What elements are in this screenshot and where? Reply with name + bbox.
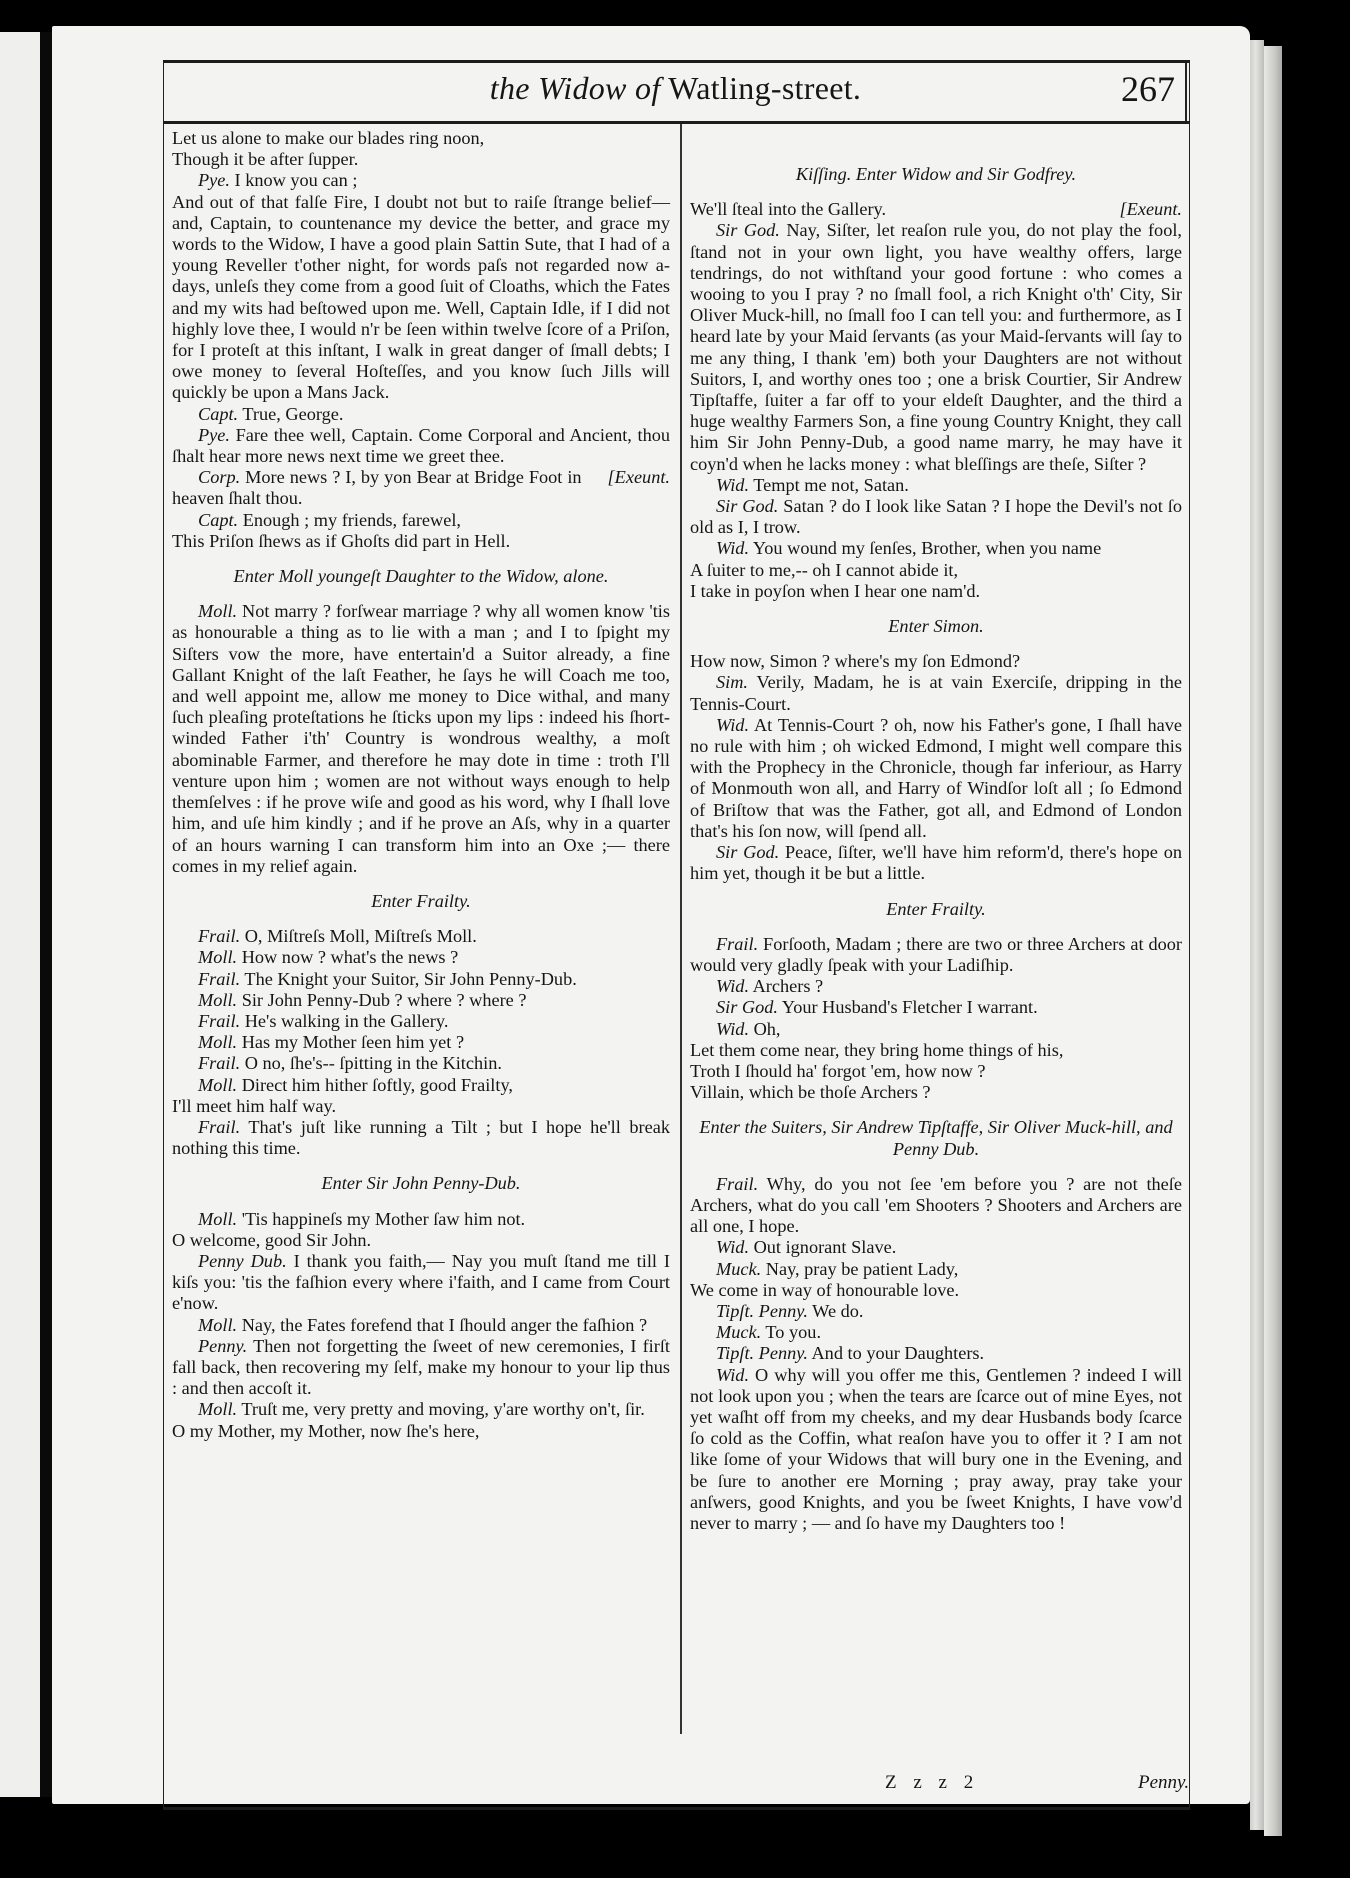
stage-direction-text: Enter Sir John Penny-Dub.	[321, 1173, 521, 1194]
verse-text: This Priſon ſhews as if Ghoſts did part in Hell.	[172, 530, 511, 551]
speech-text: We do.	[812, 1300, 864, 1321]
speech-text: The Knight your Suitor, Sir John Penny-Dub.	[244, 968, 577, 989]
speaker-name: Pye.	[198, 170, 230, 191]
speech-text: Your Husband's Fletcher I warrant.	[781, 997, 1038, 1018]
speech-text: You wound my ſenſes, Brother, when you name	[752, 538, 1102, 559]
stage-direction-text: Enter the Suiters, Sir Andrew Tipſtaffe, Sir Oliver Muck-hill, and Penny Dub.	[699, 1117, 1173, 1159]
stage-direction	[690, 164, 1182, 185]
speaker-name: Moll.	[198, 1074, 238, 1095]
speaker-name: Wid.	[716, 714, 750, 735]
speech	[172, 1315, 670, 1336]
speech-text: Satan ? do I look like Satan ? I hope the Devil's not ſo old as I, I trow.	[690, 496, 1182, 538]
title-word: Widow	[538, 70, 627, 106]
speech-text: Out ignorant Slave.	[753, 1237, 897, 1258]
speech-text: How now ? what's the news ?	[241, 947, 459, 968]
signature-mark: Z z z 2	[885, 1772, 980, 1793]
speech-text: Has my Mother ſeen him yet ?	[241, 1032, 465, 1053]
speech	[690, 1301, 1182, 1322]
speaker-name: Sim.	[716, 672, 748, 693]
speaker-name: Muck.	[716, 1258, 762, 1279]
speech-text: Then not forgetting the ſweet of new ceremonies, I firſt fall back, then recovering my ſelf, make my honour to your lip thus : and then accoſt it.	[172, 1335, 670, 1399]
speaker-name: Frail.	[198, 1116, 241, 1137]
speech-text: He's walking in the Gallery.	[244, 1010, 449, 1031]
speech-text: O why will you offer me this, Gentlemen ? indeed I will not look upon you ; when the tears are ſcarce out of mine Eyes, not yet waſht off from my cheeks, and my dear Husbands body ſcarce ſo cold as the Coffin, what reaſon have you to offer it ? I am not like ſome of your Widows that will bury one in the Evening, and be ſure to another ere Morning ; pray away, pray take your anſwers, good Knights, and you be ſweet Knights, I have vow'd never to marry ; — and ſo have my Daughters too !	[690, 1364, 1182, 1533]
prose-text: How now, Simon ? where's my ſon Edmond?	[690, 651, 1021, 672]
speech	[172, 947, 670, 968]
book-gutter	[40, 32, 52, 1797]
speech-text: Oh,	[753, 1018, 781, 1039]
speech	[172, 1209, 670, 1230]
speaker-name: Moll.	[198, 601, 238, 622]
verse-text: I'll meet him half way.	[172, 1095, 337, 1116]
verse-line	[172, 1421, 670, 1442]
catchword: Penny.	[1138, 1772, 1190, 1793]
speaker-name: Muck.	[716, 1322, 762, 1343]
title-word: the	[489, 70, 530, 106]
speaker-name: Pye.	[198, 424, 230, 445]
speaker-name: Tipſt. Penny.	[716, 1300, 808, 1321]
speech-text: Direct him hither ſoftly, good Frailty,	[241, 1074, 513, 1095]
stage-direction-text: Enter Frailty.	[886, 898, 986, 919]
speaker-name: Penny Dub.	[198, 1250, 287, 1271]
stage-direction	[172, 891, 670, 912]
column-divider	[680, 124, 682, 1734]
verse-line	[172, 531, 670, 552]
stage-direction	[690, 1117, 1182, 1159]
running-title	[163, 70, 1188, 107]
speech	[690, 1237, 1182, 1258]
speech-text: Verily, Madam, he is at vain Exerciſe, dripping in the Tennis-Court.	[690, 672, 1182, 714]
speech	[690, 715, 1182, 842]
prose-paragraph	[690, 651, 1182, 672]
speaker-name: Moll.	[198, 1032, 238, 1053]
verse-text: Though it be after ſupper.	[172, 149, 359, 170]
speech-text: Enough ; my friends, farewel,	[242, 509, 461, 530]
speech	[172, 1399, 670, 1420]
speaker-name: Wid.	[716, 1364, 750, 1385]
speech	[172, 510, 670, 531]
verse-line	[172, 128, 670, 149]
speech	[172, 1117, 670, 1159]
speech-text: I know you can ;	[234, 170, 358, 191]
speaker-name: Penny.	[198, 1335, 248, 1356]
speech-text: Forſooth, Madam ; there are two or three Archers at door would very gladly ſpeak with your Ladiſhip.	[690, 933, 1182, 975]
speech-text: Tempt me not, Satan.	[753, 474, 909, 495]
verse-line	[690, 1040, 1182, 1061]
stage-direction-text: Enter Simon.	[888, 616, 984, 637]
verse-line	[690, 199, 1182, 220]
speech	[172, 1053, 670, 1074]
speech	[172, 1251, 670, 1315]
speech-text: Fare thee well, Captain. Come Corporal and Ancient, thou ſhalt hear more news next time we greet thee.	[172, 424, 671, 467]
speech-text: Nay, the Fates forefend that I ſhould anger the faſhion ?	[241, 1314, 648, 1335]
speaker-name: Capt.	[198, 509, 239, 530]
speech-text: Why, do you not ſee 'em before you ? are not theſe Archers, what do you call 'em Shooters ? Shooters and Archers are all one, I hope.	[690, 1173, 1182, 1237]
speech	[172, 601, 670, 877]
speaker-name: Wid.	[716, 1237, 750, 1258]
prose-text: And out of that falſe Fire, I doubt not but to raiſe ſtrange belief—and, Captain, to countenance my device the better, and grace my words to the Widow, I have a good plain Sattin Sute, that I had of a young Reveller t'other night, for words paſs not regarded now a-days, unleſs they come from a good ſuit of Cloaths, which the Fates and my wits had beſtowed upon me. Well, Captain Idle, if I did not highly love thee, I would n'r be ſeen within twelve ſcore of a Priſon, for I proteſt at this inſtant, I walk in great danger of ſmall debts; I owe money to ſeveral Hoſteſſes, and you know ſuch Jills will quickly be upon a Mans Jack.	[172, 191, 670, 403]
speech-text: To you.	[765, 1322, 822, 1343]
speech	[690, 475, 1182, 496]
right-column	[690, 150, 1182, 1534]
speech	[172, 1011, 670, 1032]
stage-direction-text: Enter Frailty.	[371, 890, 471, 911]
verse-line	[690, 560, 1182, 581]
exit-direction: [Exeunt.	[1119, 199, 1182, 220]
speech-text: That's juſt like running a Tilt ; but I hope he'll break nothing this time.	[172, 1116, 670, 1159]
page-number: 267	[1121, 69, 1175, 109]
verse-line	[172, 149, 670, 170]
verse-text: O my Mother, my Mother, now ſhe's here,	[172, 1420, 480, 1441]
title-word: of	[635, 70, 661, 106]
speaker-name: Corp.	[198, 467, 241, 488]
speech-text: Archers ?	[752, 976, 824, 997]
stage-direction	[690, 899, 1182, 920]
speaker-name: Frail.	[198, 1010, 241, 1031]
verse-line	[690, 1061, 1182, 1082]
verse-text: A ſuiter to me,-- oh I cannot abide it,	[690, 559, 959, 580]
speaker-name: Moll.	[198, 1399, 238, 1420]
speech-text: Not marry ? forſwear marriage ? why all women know 'tis as honourable a thing as to lie with a man ; and I to ſpight my Siſters vow the more, have entertain'd a Suitor already, a fine Gallant Knight of the laſt Feather, he ſays he will Coach me too, and well appoint me, allow me money to Dice withal, and many ſuch pleaſing proteſtations he ſticks upon my lips : indeed his ſhort-winded Father i'th' Country is wondrous wealthy, a moſt abominable Farmer, and therefore he may dote in time : troth I'll venture upon him ; women are not without ways enough to help themſelves : if he prove wiſe and good as his word, why I ſhall love him, and uſe him kindly ; and if he prove an Aſs, why in a quarter of an hours warning I can transform him into an Oxe ;— there comes in my relief again.	[172, 601, 670, 876]
speech	[690, 538, 1182, 559]
verse-line	[690, 581, 1182, 602]
speech	[690, 1343, 1182, 1364]
speech	[172, 926, 670, 947]
verse-line	[172, 1230, 670, 1251]
speech	[690, 976, 1182, 997]
speech	[690, 1365, 1182, 1535]
speech-text: O, Miſtreſs Moll, Miſtreſs Moll.	[244, 926, 477, 947]
speaker-name: Moll.	[198, 989, 238, 1010]
exit-direction: [Exeunt.	[607, 467, 670, 488]
stage-direction	[172, 1173, 670, 1194]
speaker-name: Wid.	[716, 1018, 750, 1039]
speaker-name: Capt.	[198, 403, 239, 424]
speech	[172, 1336, 670, 1400]
stage-direction	[172, 566, 670, 587]
speech	[172, 969, 670, 990]
header-rule	[163, 121, 1190, 124]
page-edge	[1250, 40, 1264, 1830]
speaker-name: Frail.	[716, 933, 759, 954]
speaker-name: Wid.	[716, 976, 750, 997]
speech-text: I thank you faith,— Nay you muſt ſtand me till I kiſs you: 'tis the faſhion every where i'faith, and I came from Court e'now.	[172, 1250, 670, 1314]
page-edge-back	[1264, 46, 1282, 1836]
speech	[690, 1019, 1182, 1040]
speaker-name: Moll.	[198, 947, 238, 968]
speaker-name: Moll.	[198, 1208, 238, 1229]
speech-text: Nay, Siſter, let reaſon rule you, do not play the fool, ſtand not in your own light, you have wealthy offers, large tendrings, do not withſtand your good fortune : who comes a wooing to you I pray ? no ſmall fool, a rich Knight o'th' City, Sir Oliver Muck-hill, no ſmall foo I can tell you: and furthermore, as I heard late by your Maid ſervants (as your Maid-ſervants will ſay to me any thing, I thank 'em) both your Daughters are not without Suitors, I, and worthy ones too ; one a brisk Courtier, Sir Andrew Tipſtaffe, ſuiter a far off to your eldeſt Daughter, and the third a huge wealthy Farmers Son, a fine young Country Knight, they call him Sir John Penny-Dub, a good name marry, he may have it coyn'd when he lacks money : what bleſſings are theſe, Siſter ?	[690, 220, 1182, 474]
speech-text: At Tennis-Court ? oh, now his Father's gone, I ſhall have no rule with him ; oh wicked Edmond, I might well compare this with the Prophecy in the Chronicle, though far inferiour, as Harry of Monmouth won all, and Harry of Windſor loſt all ; ſo Edmond of Briſtow that was the Father, got all, and Edmond of London that's his ſon now, will ſpend all.	[690, 714, 1182, 841]
verse-text: We come in way of honourable love.	[690, 1279, 960, 1300]
verse-text: We'll ſteal into the Gallery.	[690, 199, 887, 220]
speech-text: Truſt me, very pretty and moving, y'are worthy on't, ſir.	[241, 1399, 645, 1420]
speech-text: More news ? I, by yon Bear at Bridge Foot in heaven ſhalt thou.	[172, 467, 582, 509]
stage-direction-text: Enter Moll youngeſt Daughter to the Widow, alone.	[233, 566, 609, 587]
verse-text: Troth I ſhould ha' forgot 'em, how now ?	[690, 1060, 986, 1081]
speaker-name: Wid.	[716, 474, 750, 495]
speaker-name: Frail.	[198, 926, 241, 947]
speaker-name: Moll.	[198, 1314, 238, 1335]
title-word: Watling-street.	[668, 70, 862, 106]
verse-line	[690, 1280, 1182, 1301]
speech	[172, 1075, 670, 1096]
speech	[172, 404, 670, 425]
speech	[690, 842, 1182, 884]
left-column	[172, 128, 670, 1442]
speech	[172, 1032, 670, 1053]
speech	[690, 220, 1182, 474]
speech	[172, 990, 670, 1011]
speech	[690, 1174, 1182, 1238]
stage-direction-text: Kiſſing. Enter Widow and Sir Godfrey.	[795, 164, 1077, 184]
speech	[172, 467, 670, 509]
speech	[690, 496, 1182, 538]
speaker-name: Frail.	[198, 1053, 241, 1074]
speech	[172, 170, 670, 191]
verse-text: I take in poyſon when I hear one nam'd.	[690, 580, 981, 601]
speech-text: O no, ſhe's-- ſpitting in the Kitchin.	[244, 1053, 502, 1074]
speech	[690, 672, 1182, 714]
speaker-name: Wid.	[716, 538, 750, 559]
prose-paragraph	[172, 192, 670, 404]
speech-text: 'Tis happineſs my Mother ſaw him not.	[241, 1208, 526, 1229]
speaker-name: Sir God.	[716, 496, 779, 517]
verse-text: Let them come near, they bring home things of his,	[690, 1039, 1064, 1060]
stage-direction	[690, 616, 1182, 637]
speech-text: Peace, ſiſter, we'll have him reform'd, there's hope on him yet, though it be but a little.	[690, 842, 1182, 884]
speaker-name: Sir God.	[716, 220, 780, 241]
speech	[690, 1259, 1182, 1280]
verse-line	[172, 1096, 670, 1117]
speaker-name: Sir God.	[716, 842, 780, 863]
speaker-name: Frail.	[198, 968, 241, 989]
speech-text: Nay, pray be patient Lady,	[765, 1258, 959, 1279]
speaker-name: Frail.	[716, 1173, 759, 1194]
verse-text: Villain, which be thoſe Archers ?	[690, 1082, 931, 1103]
speech-text: True, George.	[242, 403, 344, 424]
speech-text: Sir John Penny-Dub ? where ? where ?	[241, 989, 527, 1010]
verse-text: O welcome, good Sir John.	[172, 1229, 372, 1250]
speaker-name: Tipſt. Penny.	[716, 1343, 808, 1364]
speech	[690, 1322, 1182, 1343]
speech	[172, 425, 670, 467]
speech-text: And to your Daughters.	[811, 1343, 985, 1364]
speaker-name: Sir God.	[716, 997, 778, 1018]
speech	[690, 997, 1182, 1018]
speech	[690, 934, 1182, 976]
facing-page-edge	[0, 32, 40, 1797]
verse-text: Let us alone to make our blades ring noon,	[172, 128, 485, 148]
verse-line	[690, 1082, 1182, 1103]
